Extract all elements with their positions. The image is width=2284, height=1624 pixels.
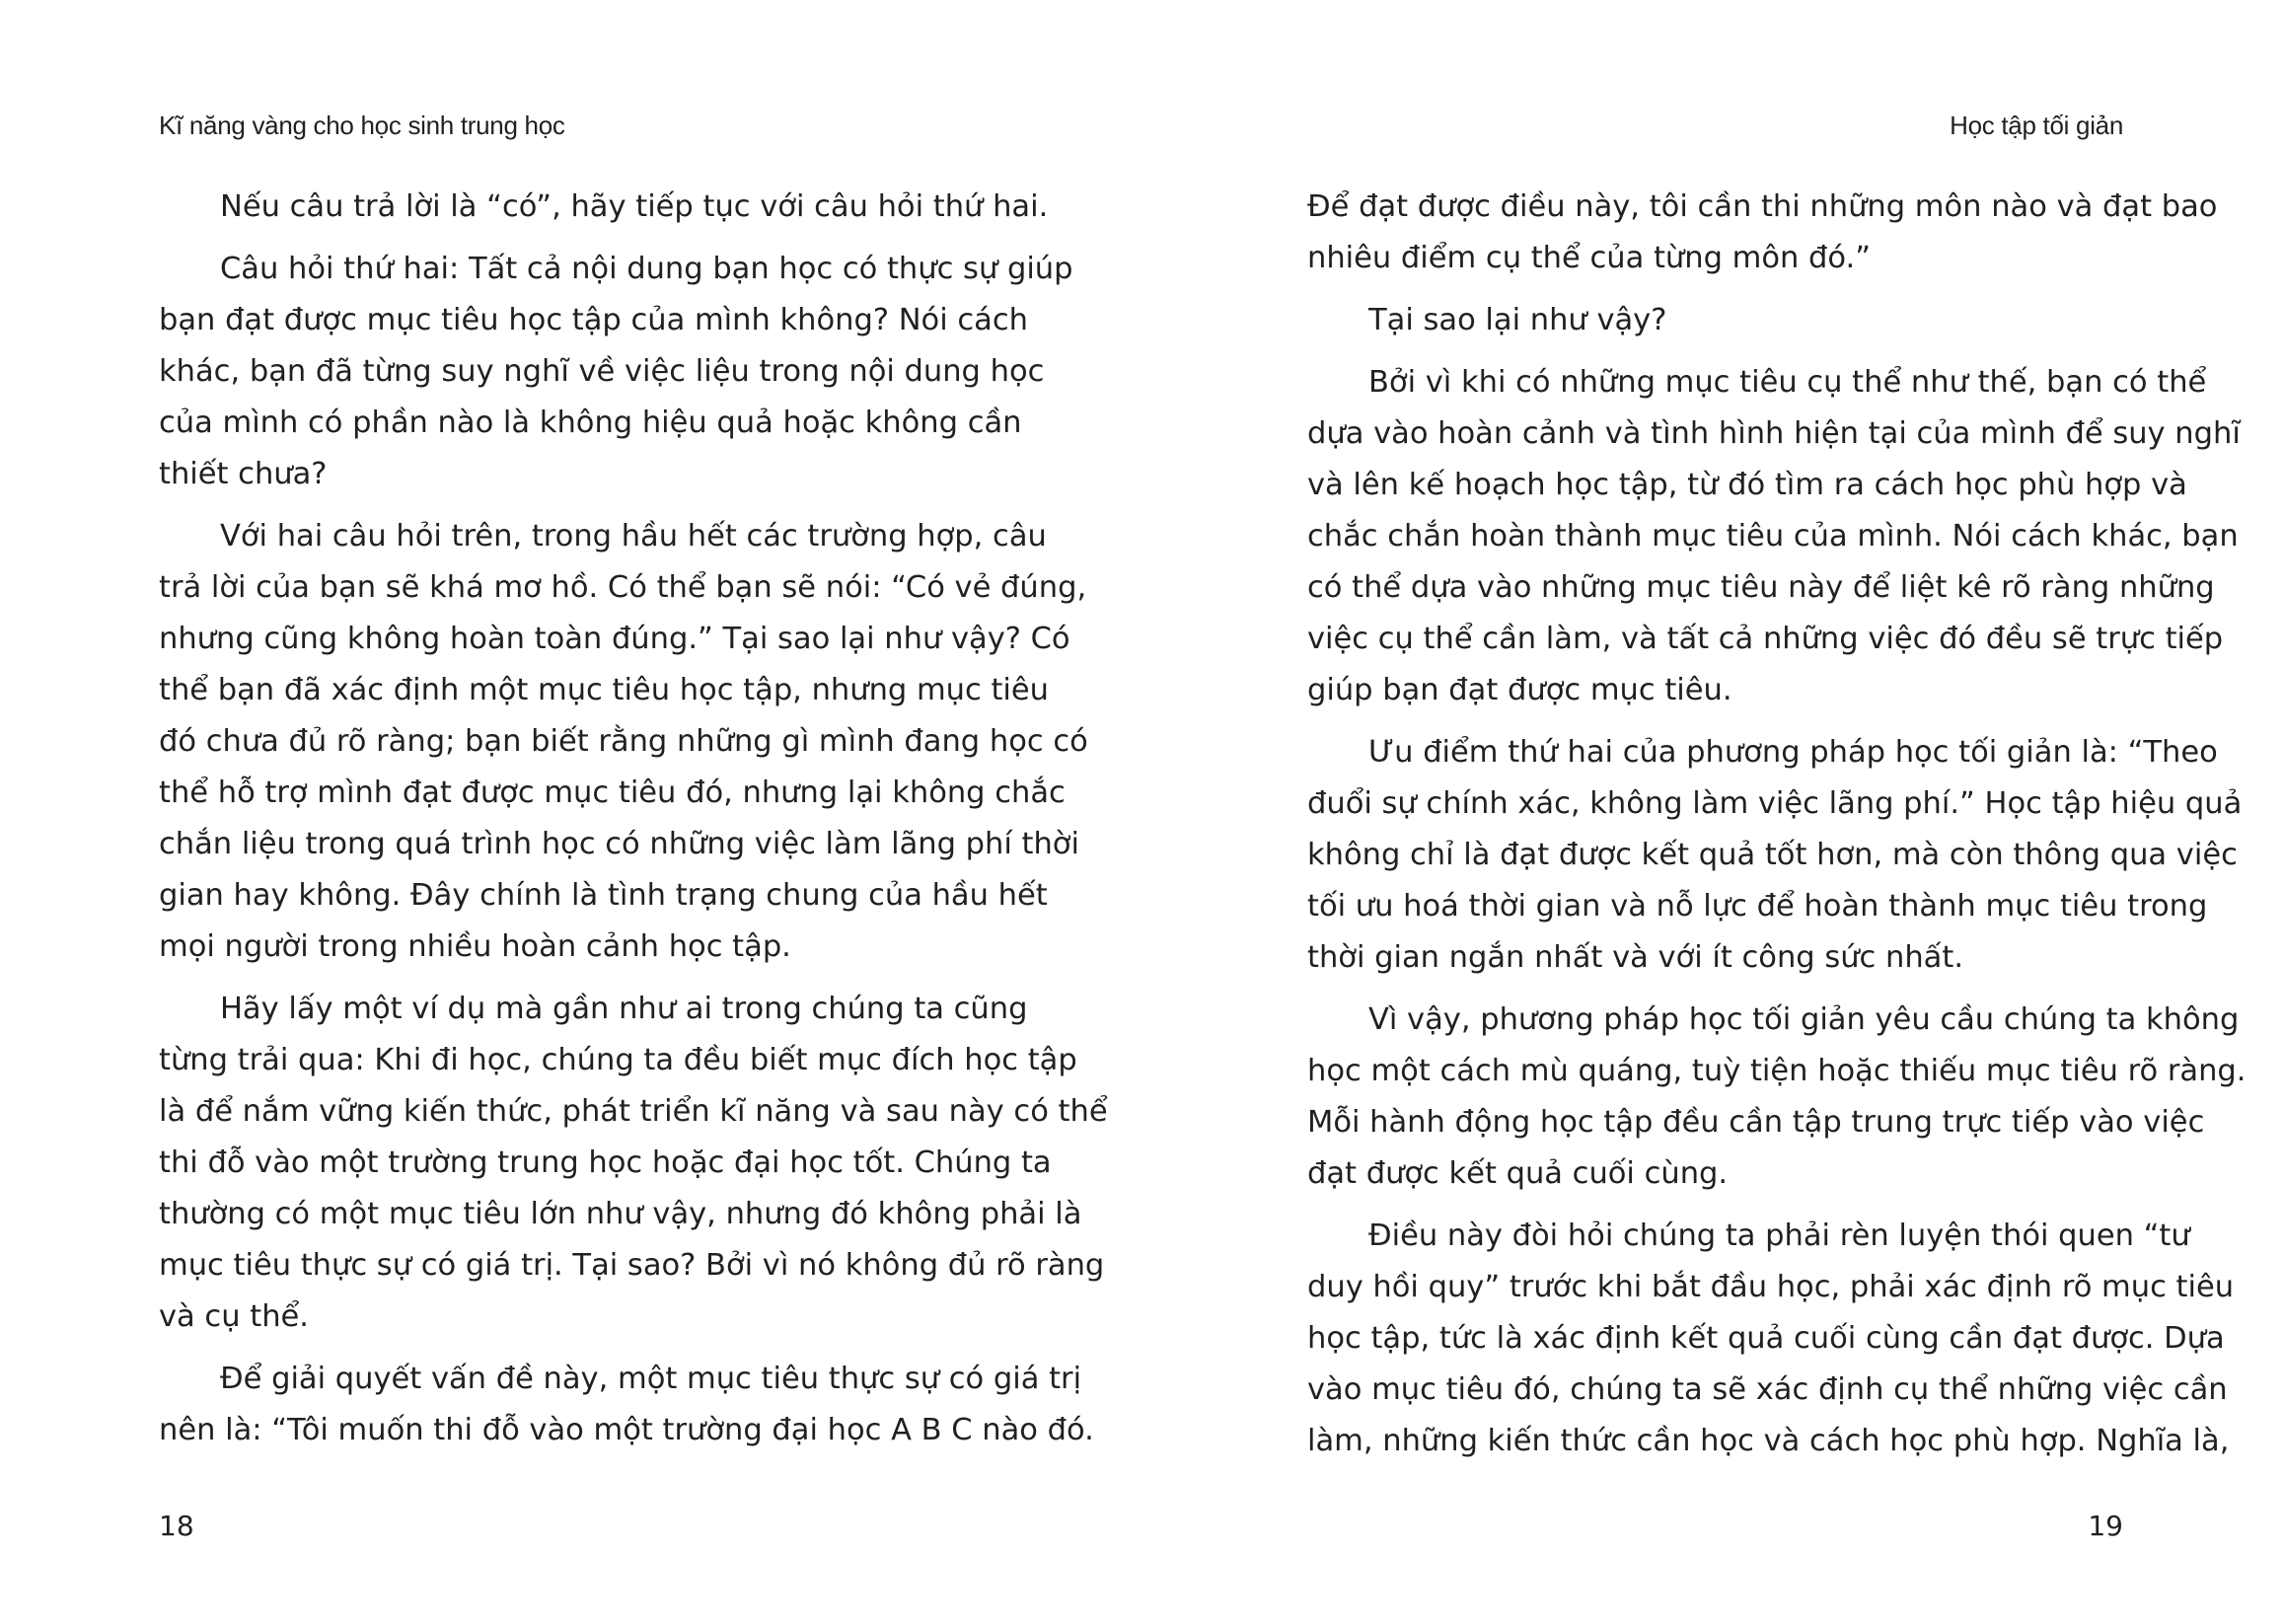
text-line: nhưng cũng không hoàn toàn đúng.” Tại sao lại như vậy? Có <box>159 622 1070 656</box>
text-line: thiết chưa? <box>159 457 328 491</box>
paragraph <box>1307 182 2218 284</box>
paragraph <box>1307 1211 2235 1467</box>
text-line: Hãy lấy một ví dụ mà gần như ai trong chúng ta cũng <box>220 992 1028 1026</box>
text-line: trả lời của bạn sẽ khá mơ hồ. Có thể bạn sẽ nói: “Có vẻ đúng, <box>159 570 1087 605</box>
text-line: Điều này đòi hỏi chúng ta phải rèn luyện thói quen “tư <box>1368 1218 2190 1253</box>
text-line: Để đạt được điều này, tôi cần thi những môn nào và đạt bao <box>1307 189 2218 224</box>
text-line: đạt được kết quả cuối cùng. <box>1307 1156 1729 1191</box>
text-line: tối ưu hoá thời gian và nỗ lực để hoàn thành mục tiêu trong <box>1307 889 2208 923</box>
text-line: Nếu câu trả lời là “có”, hãy tiếp tục với câu hỏi thứ hai. <box>220 189 1049 224</box>
right-page <box>1142 0 2284 1624</box>
paragraph <box>159 511 1088 973</box>
text-line: mọi người trong nhiều hoàn cảnh học tập. <box>159 929 791 964</box>
text-line: duy hồi quy” trước khi bắt đầu học, phải xác định rõ mục tiêu <box>1307 1270 2235 1304</box>
paragraph <box>1307 727 2243 984</box>
text-line: học tập, tức là xác định kết quả cuối cùng cần đạt được. Dựa <box>1307 1321 2225 1356</box>
text-line: có thể dựa vào những mục tiêu này để liệt kê rõ ràng những <box>1307 570 2215 605</box>
paragraph <box>1307 357 2241 716</box>
paragraph <box>159 182 1049 233</box>
running-header-chapter-title: Học tập tối giản <box>1950 111 2123 140</box>
text-line: khác, bạn đã từng suy nghĩ về việc liệu trong nội dung học <box>159 354 1045 389</box>
paragraph <box>159 984 1108 1343</box>
paragraph <box>1307 995 2247 1200</box>
text-line: Bởi vì khi có những mục tiêu cụ thể như thế, bạn có thể <box>1368 365 2207 400</box>
text-line: Để giải quyết vấn đề này, một mục tiêu thực sự có giá trị <box>220 1362 1082 1396</box>
text-line: Mỗi hành động học tập đều cần tập trung trực tiếp vào việc <box>1307 1105 2205 1140</box>
text-line: đó chưa đủ rõ ràng; bạn biết rằng những gì mình đang học có <box>159 724 1088 759</box>
text-line: thường có một mục tiêu lớn như vậy, nhưng đó không phải là <box>159 1197 1082 1231</box>
text-line: việc cụ thể cần làm, và tất cả những việc đó đều sẽ trực tiếp <box>1307 622 2224 656</box>
text-line: chắn liệu trong quá trình học có những việc làm lãng phí thời <box>159 827 1079 861</box>
text-line: Với hai câu hỏi trên, trong hầu hết các trường hợp, câu <box>220 519 1047 554</box>
text-line: gian hay không. Đây chính là tình trạng chung của hầu hết <box>159 878 1048 913</box>
page-number-right: 19 <box>2088 1510 2123 1542</box>
running-header-book-title: Kĩ năng vàng cho học sinh trung học <box>159 111 565 140</box>
paragraph <box>1307 295 2144 346</box>
text-line: thể bạn đã xác định một mục tiêu học tập, nhưng mục tiêu <box>159 673 1049 707</box>
text-line: và cụ thể. <box>159 1299 309 1334</box>
text-line: thể hỗ trợ mình đạt được mục tiêu đó, nhưng lại không chắc <box>159 775 1066 810</box>
text-line: Câu hỏi thứ hai: Tất cả nội dung bạn học có thực sự giúp <box>220 252 1073 286</box>
right-page-body <box>1307 182 2247 1478</box>
paragraph <box>159 1354 1094 1456</box>
paragraph <box>159 244 1073 500</box>
text-line: Vì vậy, phương pháp học tối giản yêu cầu chúng ta không <box>1368 1002 2240 1037</box>
text-line: Ưu điểm thứ hai của phương pháp học tối giản là: “Theo <box>1368 735 2218 770</box>
text-line: vào mục tiêu đó, chúng ta sẽ xác định cụ thể những việc cần <box>1307 1372 2228 1407</box>
text-line: Tại sao lại như vậy? <box>1368 303 1667 337</box>
text-line: chắc chắn hoàn thành mục tiêu của mình. Nói cách khác, bạn <box>1307 519 2239 554</box>
page-number-left: 18 <box>159 1510 194 1542</box>
text-line: thi đỗ vào một trường trung học hoặc đại học tốt. Chúng ta <box>159 1145 1052 1180</box>
text-line: nhiêu điểm cụ thể của từng môn đó.” <box>1307 241 1872 275</box>
text-line: và lên kế hoạch học tập, từ đó tìm ra cách học phù hợp và <box>1307 468 2187 502</box>
text-line: học một cách mù quáng, tuỳ tiện hoặc thiếu mục tiêu rõ ràng. <box>1307 1054 2247 1088</box>
text-line: làm, những kiến thức cần học và cách học phù hợp. Nghĩa là, <box>1307 1424 2230 1458</box>
text-line: của mình có phần nào là không hiệu quả hoặc không cần <box>159 406 1022 440</box>
text-line: bạn đạt được mục tiêu học tập của mình không? Nói cách <box>159 303 1028 337</box>
text-line: dựa vào hoàn cảnh và tình hình hiện tại của mình để suy nghĩ <box>1307 416 2241 451</box>
text-line: là để nắm vững kiến thức, phát triển kĩ năng và sau này có thể <box>159 1094 1108 1129</box>
text-line: đuổi sự chính xác, không làm việc lãng phí.” Học tập hiệu quả <box>1307 786 2243 821</box>
text-line: nên là: “Tôi muốn thi đỗ vào một trường đại học A B C nào đó. <box>159 1413 1094 1447</box>
text-line: giúp bạn đạt được mục tiêu. <box>1307 673 1732 707</box>
left-page-body <box>159 182 1108 1467</box>
text-line: từng trải qua: Khi đi học, chúng ta đều biết mục đích học tập <box>159 1043 1077 1077</box>
text-line: mục tiêu thực sự có giá trị. Tại sao? Bởi vì nó không đủ rõ ràng <box>159 1248 1105 1283</box>
text-line: không chỉ là đạt được kết quả tốt hơn, mà còn thông qua việc <box>1307 838 2238 872</box>
text-line: thời gian ngắn nhất và với ít công sức nhất. <box>1307 940 1964 975</box>
